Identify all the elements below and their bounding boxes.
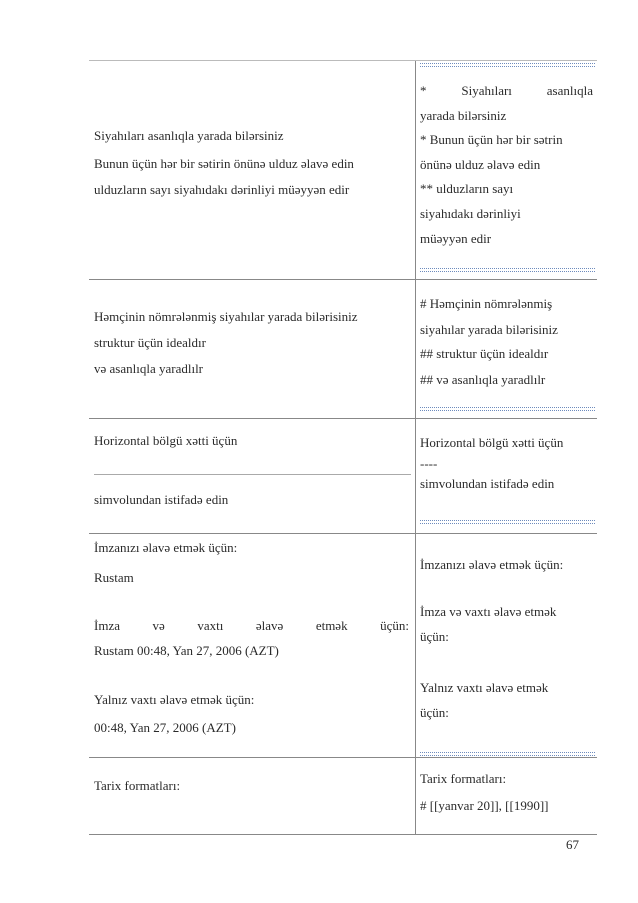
rendered-cell [89,534,416,757]
cell-text: İmzanızı əlavə etmək üçün: [420,557,564,572]
cell-text: İmzanızı əlavə etmək üçün: [94,540,238,555]
table-row-date-formats [89,758,597,835]
table-row-bulleted-lists [89,60,597,280]
cell-text: üçün: [420,705,449,720]
wiki-markup-table [89,60,597,835]
markup-cell [416,534,597,757]
cell-text: Tarix formatları: [420,771,507,786]
word: İmza [94,618,120,633]
cell-text: İmza və vaxtı əlavə etmək [420,604,557,619]
word: Siyahıları [461,83,512,98]
cell-text: Horizontal bölgü xətti üçün [94,433,238,448]
word: üçün: [380,618,409,633]
cell-text: və asanlıqla yaradlılr [94,361,204,376]
word: əlavə [255,618,284,633]
cell-text: Siyahıları asanlıqla yarada bilərsiniz [94,128,284,143]
cell-text: Tarix formatları: [94,778,181,793]
cell-text [420,83,593,99]
word: etmək [315,618,348,633]
rendered-cell [89,280,416,418]
table-row-numbered-lists [89,280,597,419]
table-row-signature [89,534,597,758]
cell-text: Rustam [94,570,134,585]
cell-text: üçün: [420,629,449,644]
text-segment [420,83,593,99]
cell-text: simvolundan istifadə edin [420,476,555,491]
cell-text: ## və asanlıqla yaradlılr [420,372,546,387]
cell-text: Horizontal bölgü xətti üçün [420,435,564,450]
cell-text: siyahıdakı dərinliyi [420,206,521,221]
cell-text: Həmçinin nömrələnmiş siyahılar yarada bilərisiniz [94,309,358,324]
markup-cell [416,61,597,279]
cell-text: ulduzların sayı siyahıdakı dərinliyi müəyyən edir [94,182,350,197]
markup-cell [416,758,597,834]
cell-text: ---- [420,456,438,471]
cell-text: ** ulduzların sayı [420,181,514,196]
markup-cell [416,419,597,533]
cell-text: struktur üçün idealdır [94,335,206,350]
cell-text: simvolundan istifadə edin [94,492,229,507]
dotted-rule [420,63,595,67]
word: vaxtı [197,618,224,633]
cell-text: Yalnız vaxtı əlavə etmək üçün: [94,692,255,707]
dotted-rule [420,752,595,756]
word: asanlıqla [546,83,593,98]
cell-text: ## struktur üçün idealdır [420,346,549,361]
dotted-rule [420,520,595,524]
cell-text [94,618,409,634]
word: və [152,618,165,633]
cell-text: Rustam 00:48, Yan 27, 2006 (AZT) [94,643,279,658]
horizontal-rule [94,474,411,475]
cell-text: 00:48, Yan 27, 2006 (AZT) [94,720,236,735]
word: * [420,83,427,98]
table-row-horizontal-rule [89,419,597,534]
cell-text: önünə ulduz əlavə edin [420,157,541,172]
rendered-cell [89,61,416,279]
cell-text: # [[yanvar 20]], [[1990]] [420,798,549,813]
page-number: 67 [566,837,579,852]
rendered-cell [89,758,416,834]
cell-text: müəyyən edir [420,231,492,246]
text-segment [94,618,409,634]
rendered-cell [89,419,416,533]
cell-text: siyahılar yarada bilərisiniz [420,322,558,337]
cell-text: Yalnız vaxtı əlavə etmək [420,680,549,695]
cell-text: # Həmçinin nömrələnmiş [420,296,553,311]
cell-text: yarada bilərsiniz [420,108,507,123]
dotted-rule [420,407,595,411]
dotted-rule [420,268,595,272]
cell-text: Bunun üçün hər bir sətirin önünə ulduz əlavə edin [94,156,354,171]
markup-cell [416,280,597,418]
cell-text: * Bunun üçün hər bir sətrin [420,132,563,147]
